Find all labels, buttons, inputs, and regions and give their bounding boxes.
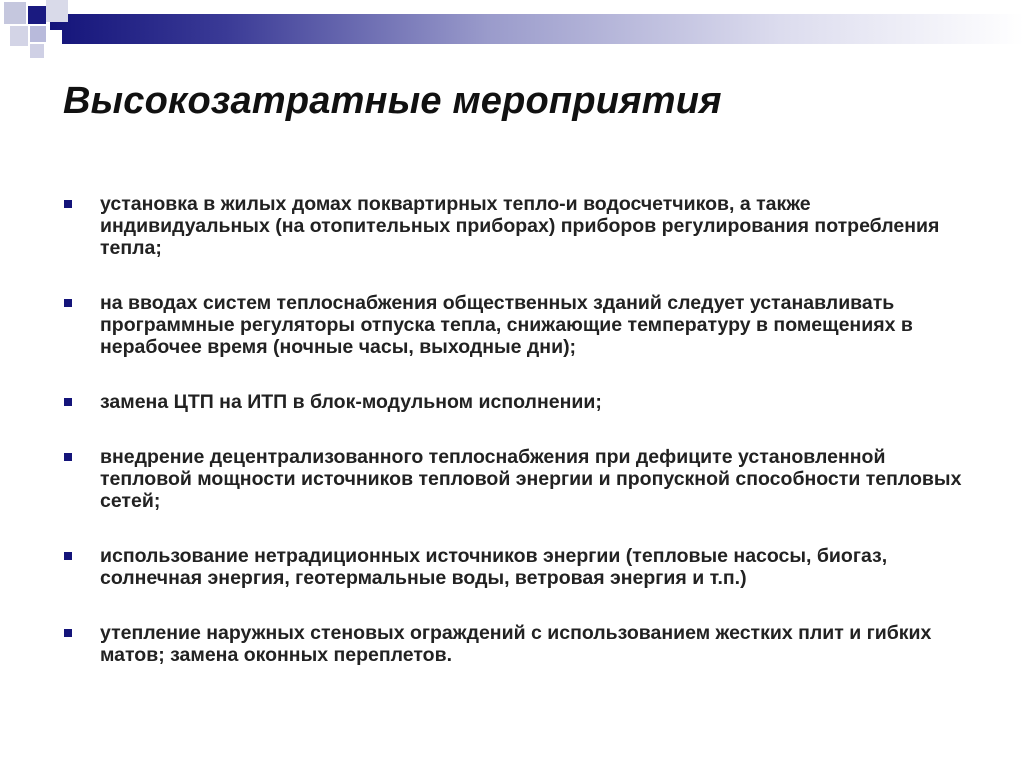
bullet-item: [64, 622, 964, 666]
square-bullet-icon: [64, 453, 72, 461]
bullet-list: [64, 193, 964, 699]
decor-square: [30, 44, 44, 58]
bullet-item: [64, 292, 964, 358]
decor-square: [4, 2, 26, 24]
bullet-text: утепление наружных стеновых ограждений с использованием жестких плит и гибких матов; замена оконных переплетов.: [100, 622, 932, 666]
bullet-item: [64, 446, 964, 512]
square-bullet-icon: [64, 299, 72, 307]
square-bullet-icon: [64, 200, 72, 208]
bullet-text: на вводах систем теплоснабжения общественных зданий следует устанавливать программные регуляторы отпуска тепла, снижающие температуру в помещениях в нерабочее время (ночные часы, выходные дни);: [100, 292, 913, 358]
decor-square: [28, 6, 46, 24]
square-bullet-icon: [64, 398, 72, 406]
decor-square: [46, 30, 62, 46]
decor-square: [10, 26, 28, 46]
square-bullet-icon: [64, 552, 72, 560]
bullet-item: [64, 193, 964, 259]
header-decoration: [0, 0, 1024, 60]
bullet-text: установка в жилых домах поквартирных тепло-и водосчетчиков, а также индивидуальных (на отопительных приборах) приборов регулирования потребления тепла;: [100, 193, 940, 259]
bullet-item: [64, 545, 964, 589]
decor-square: [30, 26, 46, 42]
bullet-item: [64, 391, 964, 413]
slide-title: Высокозатратные мероприятия: [63, 80, 722, 122]
bullet-text: замена ЦТП на ИТП в блок-модульном исполнении;: [100, 391, 602, 413]
square-bullet-icon: [64, 629, 72, 637]
bullet-text: внедрение децентрализованного теплоснабжения при дефиците установленной тепловой мощности источников тепловой энергии и пропускной способности тепловых сетей;: [100, 446, 962, 512]
decor-square: [46, 0, 68, 22]
header-gradient-bar: [50, 14, 1024, 44]
bullet-text: использование нетрадиционных источников энергии (тепловые насосы, биогаз, солнечная энергия, геотермальные воды, ветровая энергия и т.п.): [100, 545, 888, 589]
